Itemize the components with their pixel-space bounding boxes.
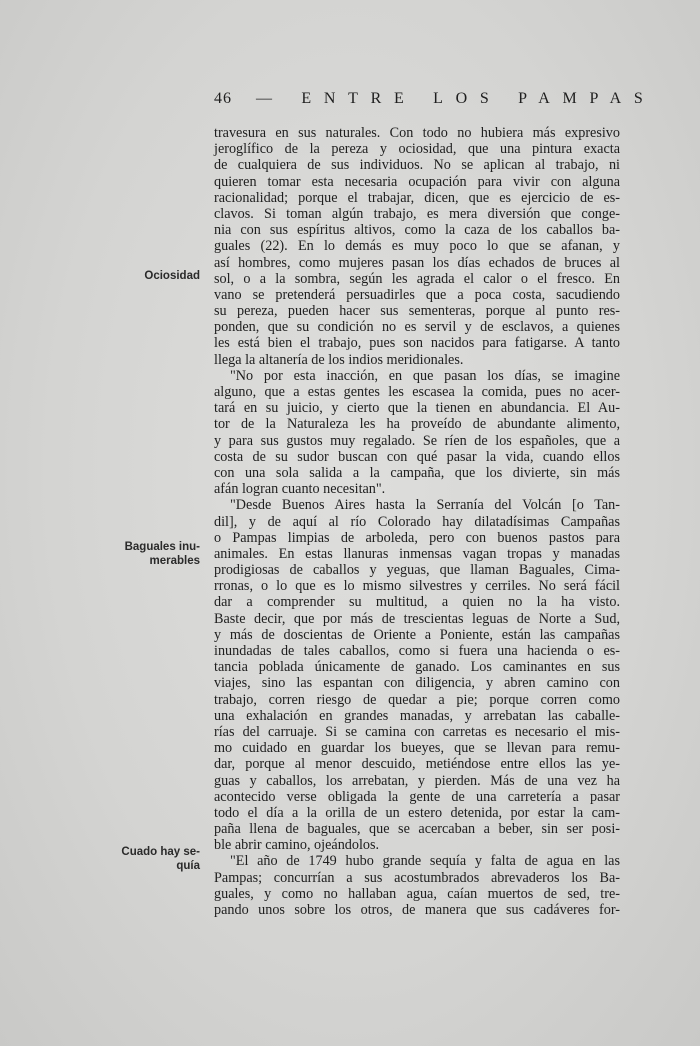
page-header (214, 90, 656, 112)
text-line: afán logran cuanto necesitan". (214, 481, 386, 498)
text-line: racionalidad; porque el trabajar, dicen, que es ejercicio de es- (214, 189, 620, 206)
text-line: dar, porque al menor descuido, metiéndose entre ellos las ye- (214, 756, 620, 773)
text-line: prodigiosas de caballos y yeguas, que llaman Baguales, Cima- (214, 562, 620, 579)
text-line: llega la altanería de los indios meridionales. (214, 351, 464, 368)
text-line: mo cuidado en guardar los bueyes, que se llevan para remu- (214, 740, 620, 757)
margin-note-cuado (100, 845, 200, 873)
text-line: ponden, que su condición no es servil y de esclavos, a quienes (214, 319, 620, 336)
text-line: rías del carruaje. Si se camina con carretas es necesario el mis- (214, 723, 620, 740)
text-line: tor de la Naturaleza les ha proveído de abundante alimento, (214, 416, 620, 433)
text-line: acontecido verse obligada la gente de una carretería a pasar (214, 788, 620, 805)
text-line: o Pampas limpias de arboleda, pero con buenos pastos para (214, 529, 620, 546)
margin-note-line: Baguales inu- (124, 541, 200, 553)
margin-note-ociosidad (100, 269, 200, 283)
margin-note-line: quía (176, 860, 200, 872)
text-line: costa de su sudor buscan con qué pasar la vida, cuando ellos (214, 448, 620, 465)
text-line: y más de doscientas de Oriente a Poniente, están las campañas (214, 626, 620, 643)
text-line: ble abrir camino, ojeándolos. (214, 837, 380, 854)
text-line: alguno, que a estas gentes les escasea la comida, pues no acer- (214, 384, 620, 400)
text-line: Baste decir, que por más de trescientas leguas de Norte a Sud, (214, 610, 620, 627)
text-line: tancia poblada únicamente de ganado. Los caminantes en sus (214, 659, 620, 676)
text-line: Pampas; concurrían a sus acostumbrados abrevaderos los Ba- (214, 869, 620, 886)
text-line: nia con sus espíritus altivos, como la caza de los caballos ba- (214, 222, 620, 239)
margin-note-baguales (100, 540, 200, 568)
running-title: — ENTRE LOS PAMPAS (256, 90, 656, 107)
text-line: rronas, o lo que es lo mismo silvestres y cerriles. No será fácil (214, 578, 620, 595)
text-line: guas y caballos, los arrebatan, y pierden. Más de una vez ha (214, 772, 620, 789)
text-line: tará en su juicio, y cierto que la tienen en abundancia. El Au- (214, 400, 620, 417)
margin-note-line: Ociosidad (144, 270, 200, 282)
text-line: de cualquiera de sus individuos. No se aplican al trabajo, ni (214, 157, 620, 174)
text-line: quieren tomar esta necesaria ocupación para vivir con alguna (214, 173, 620, 190)
text-line: dil], y de aquí al río Colorado hay dilatadísimas Campañas (214, 513, 620, 530)
margin-note-line: Cuado hay se- (121, 846, 200, 858)
text-line: animales. En estas llanuras inmensas vagan tropas y manadas (214, 545, 620, 562)
text-line: jeroglífico de la pereza y ociosidad, que una pintura exacta (214, 141, 620, 158)
text-line: "No por esta inacción, en que pasan los días, se imagine (230, 367, 620, 384)
text-line: y para sus gustos muy regalado. Se ríen de los españoles, que a (214, 432, 620, 449)
text-line: viajes, sino las espantan con diligencia, y abren camino con (214, 675, 620, 692)
page-number: 46 (214, 90, 232, 107)
text-line: inundadas de tales caballos, como si fuera una hacienda o es- (214, 643, 620, 659)
text-line: con una sola salida a la campaña, que los divierte, sin más (214, 464, 620, 481)
text-line: dar a comprender su multitud, a quien no la ha visto. (214, 594, 620, 611)
text-line: "Desde Buenos Aires hasta la Serranía del Volcán [o Tan- (230, 497, 620, 514)
text-line: su pereza, pueden hacer sus sementeras, porque al punto res- (214, 303, 620, 320)
text-line: guales (22). En lo demás es muy poco lo que se afanan, y (214, 238, 620, 255)
text-line: les está bien el trabajo, pues son nacidos para fatigarse. A tanto (214, 335, 620, 352)
body-text (214, 125, 620, 918)
margin-note-line: merables (149, 555, 200, 567)
text-line: todo el día a la orilla de un estero detenida, por estar la cam- (214, 804, 620, 821)
text-line: una exhalación en grandes manadas, y arrebatan las caballe- (214, 707, 620, 724)
text-line: vano se pretenderá persuadirles que a poca costa, sacudiendo (214, 286, 620, 303)
text-line: paña llena de baguales, que se acercaban a beber, sin ser posi- (214, 821, 620, 838)
text-line: sol, o a la sombra, según les agrada el calor o el fresco. En (214, 270, 620, 287)
text-line: pando unos sobre los otros, de manera que sus cadáveres for- (214, 902, 620, 918)
text-line: trabajo, corren riesgo de quedar a pie; porque corren como (214, 691, 620, 708)
text-line: clavos. Si toman algún trabajo, es mera diversión que conge- (214, 205, 620, 222)
text-line: travesura en sus naturales. Con todo no hubiera más expresivo (214, 125, 620, 141)
text-line: "El año de 1749 hubo grande sequía y falta de agua en las (230, 853, 620, 870)
text-line: así hombres, como mujeres pasan los días echados de bruces al (214, 254, 620, 271)
text-line: guales, y como no hallaban agua, caían muertos de sed, tre- (214, 885, 620, 902)
